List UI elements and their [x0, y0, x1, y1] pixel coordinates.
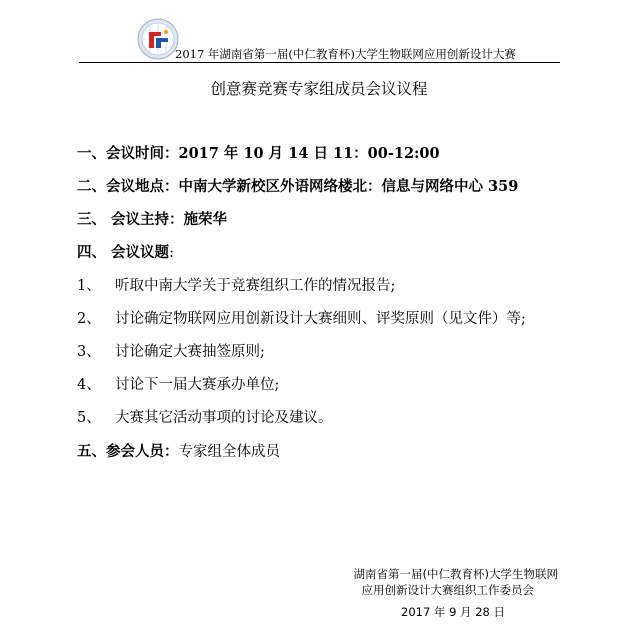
meeting-agenda-label: 四、 会议议题: [77, 244, 170, 261]
footer-organizer-line-2: 应用创新设计大赛组织工作委员会: [361, 583, 534, 597]
meeting-attendees-value: 专家组全体成员: [178, 444, 280, 460]
agenda-item-text: 讨论确定物联网应用创新设计大赛细则、评奖原则（见文件）等;: [115, 311, 526, 327]
meeting-place-label: 二、会议地点：: [77, 178, 179, 195]
meeting-time-line: [77, 142, 440, 163]
meeting-attendees-line: [77, 440, 280, 461]
meeting-time-value: 2017 年 10 月 14 日 11：00-12:00: [178, 145, 440, 162]
document-title: 创意赛竞赛专家组成员会议议程: [210, 80, 428, 98]
agenda-item-text: 讨论下一届大赛承办单位;: [115, 377, 280, 393]
agenda-item-text: 大赛其它活动事项的讨论及建议。: [115, 410, 333, 426]
meeting-host-value: 施荣华: [183, 211, 228, 228]
agenda-item-text: 听取中南大学关于竞赛组织工作的情况报告;: [115, 278, 396, 294]
agenda-item: [77, 373, 279, 394]
meeting-host-label: 三、 会议主持：: [77, 211, 184, 228]
meeting-place-value: 中南大学新校区外语网络楼北：信息与网络中心 359: [178, 178, 519, 195]
agenda-item-number: 3、: [77, 344, 101, 360]
meeting-attendees-label: 五、参会人员：: [77, 443, 179, 460]
agenda-item: [77, 274, 395, 295]
agenda-item: [77, 340, 265, 361]
agenda-item-number: 1、: [77, 278, 101, 294]
agenda-item-text: 讨论确定大赛抽签原则;: [115, 344, 265, 360]
meeting-host-line: [77, 208, 227, 229]
meeting-agenda-colon: :: [169, 245, 174, 261]
agenda-item-number: 4、: [77, 377, 101, 393]
agenda-item-number: 2、: [77, 311, 101, 327]
competition-logo-icon: [137, 18, 179, 60]
agenda-item: [77, 406, 333, 427]
meeting-place-line: [77, 175, 518, 196]
meeting-agenda-line: [77, 241, 174, 262]
agenda-item-number: 5、: [77, 410, 101, 426]
header-competition-name: 2017 年湖南省第一届(中仁教育杯)大学生物联网应用创新设计大赛: [175, 47, 516, 61]
footer-organizer-line-1: 湖南省第一届(中仁教育杯)大学生物联网: [353, 567, 558, 581]
meeting-time-label: 一、会议时间：: [77, 145, 179, 162]
header-divider: [79, 62, 560, 63]
footer-date: 2017 年 9 月 28 日: [401, 605, 505, 619]
agenda-item: [77, 307, 526, 328]
